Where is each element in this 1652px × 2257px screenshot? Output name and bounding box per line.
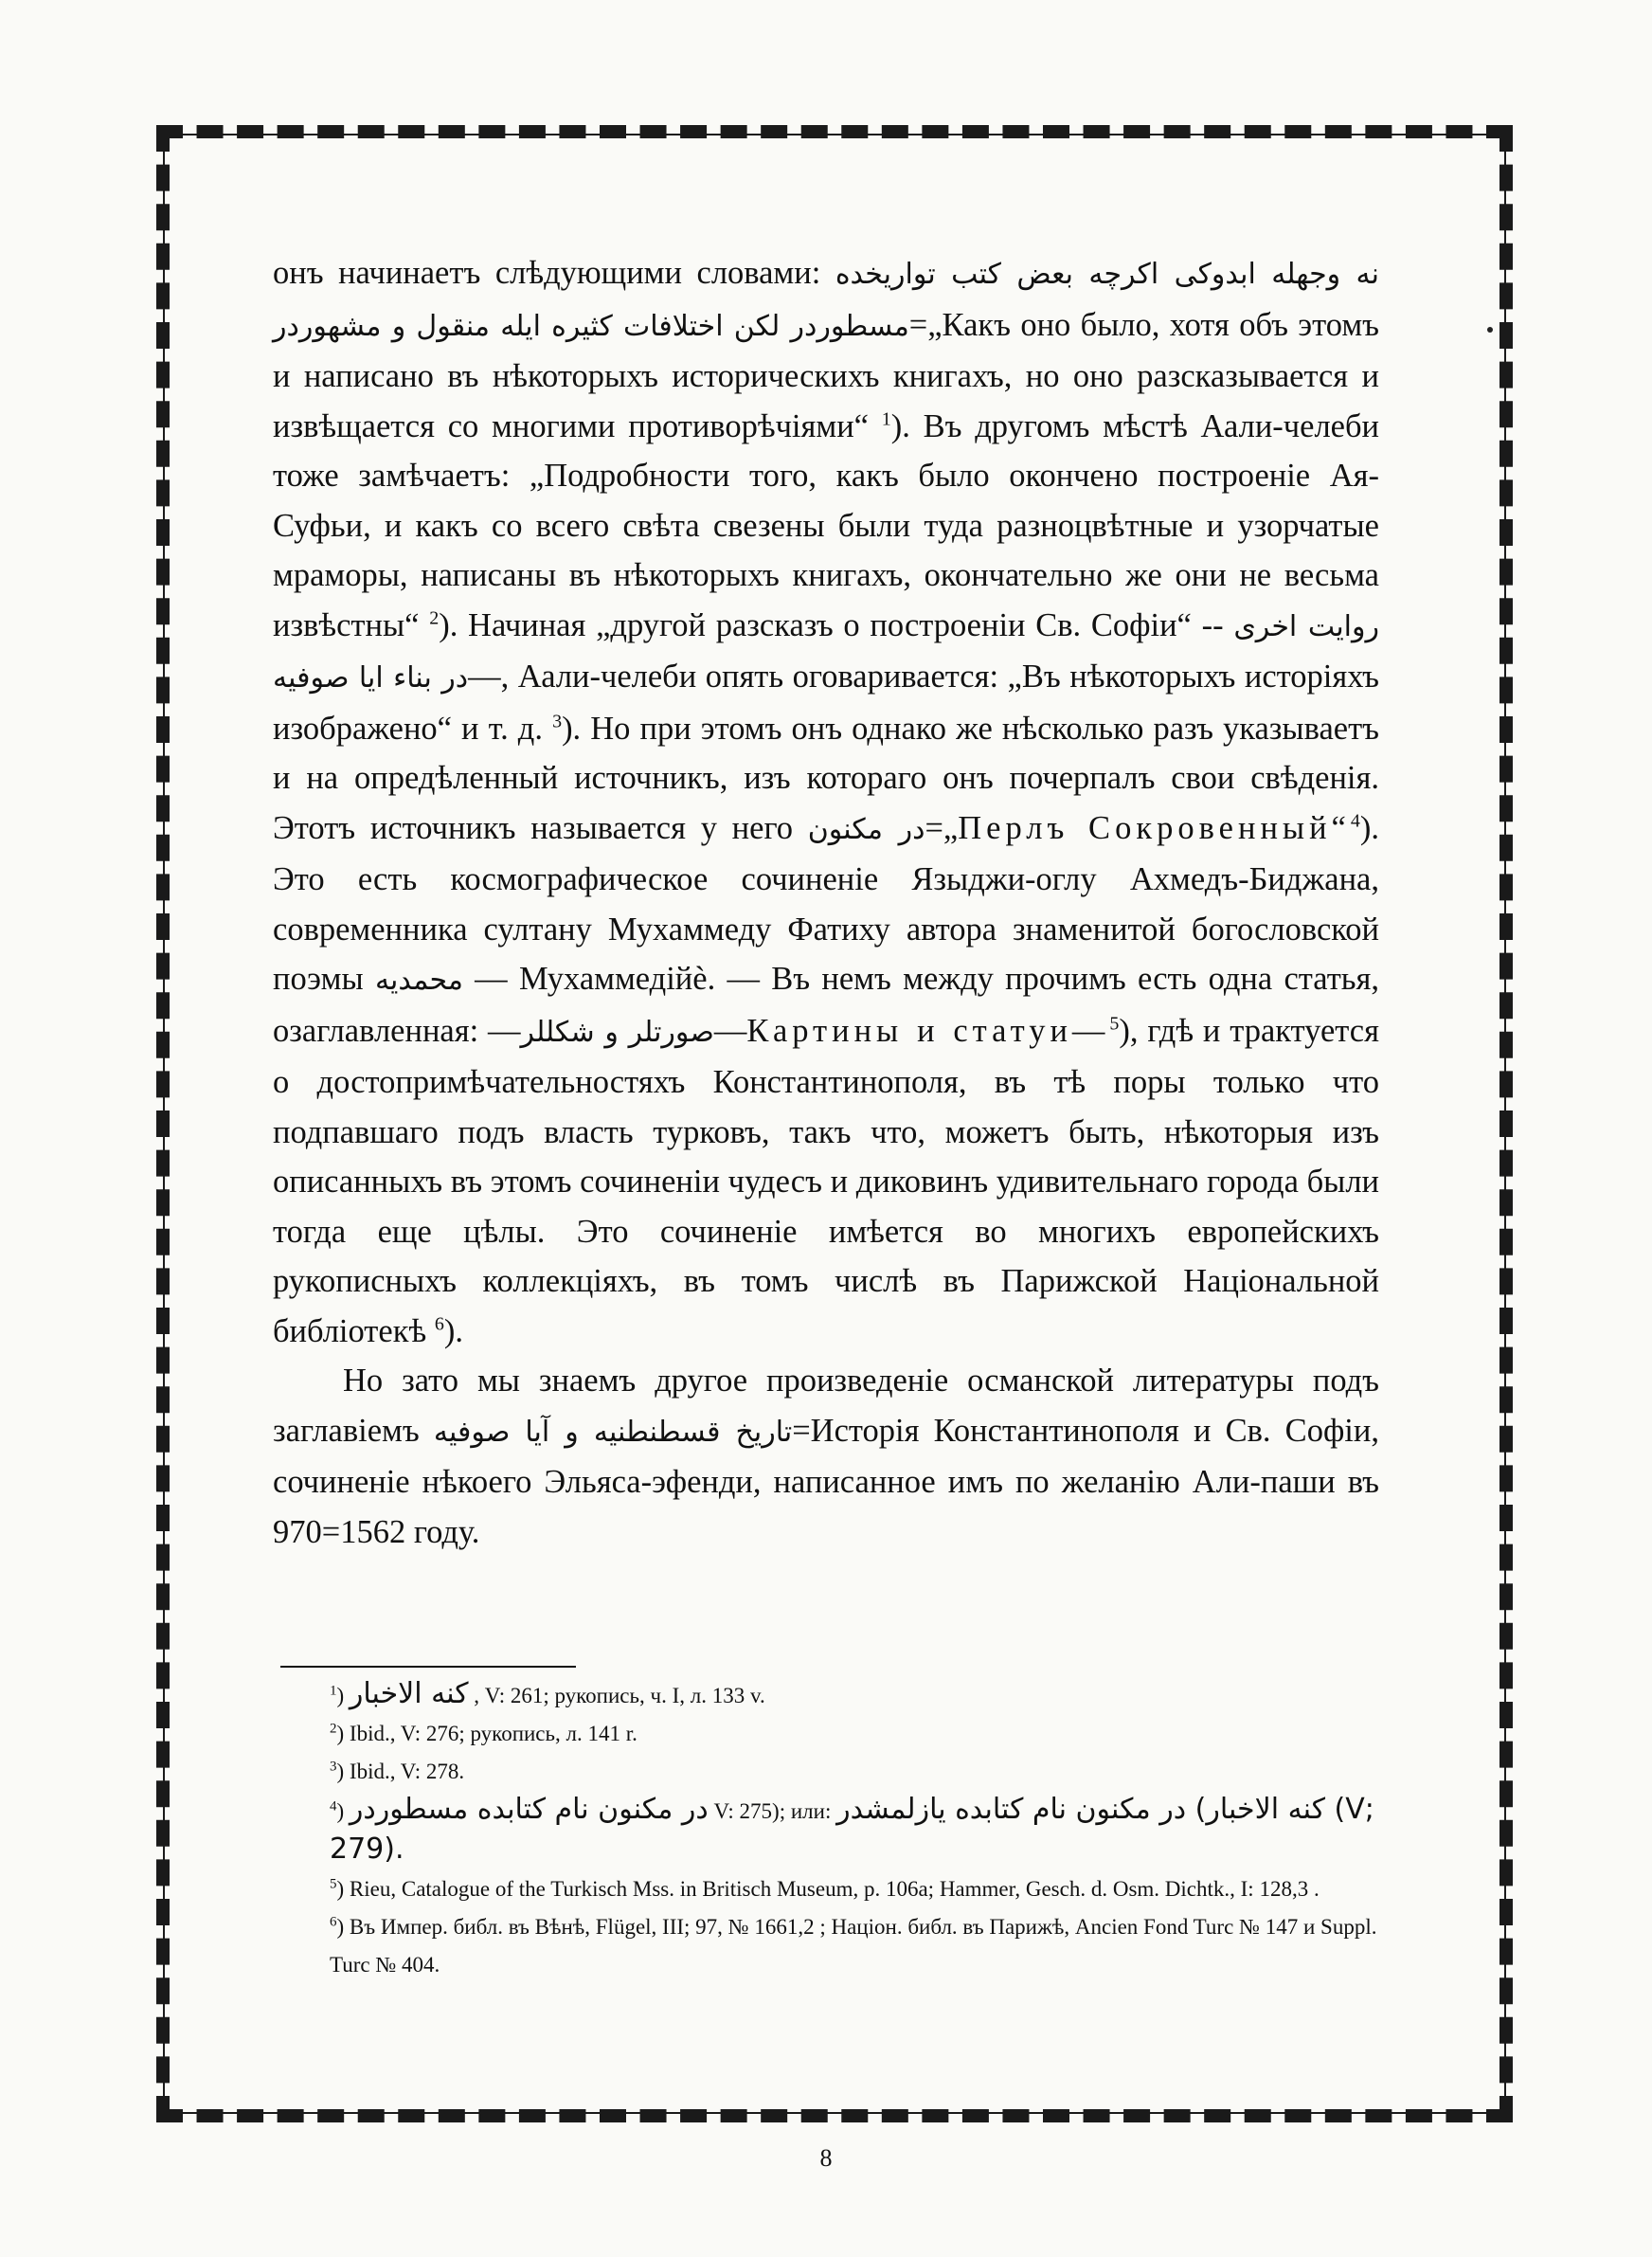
text-run: —, Аали-челеби опять оговаривается: „Въ нѣкоторыхъ исторіяхъ изображено“ и т. д. [273, 659, 1379, 747]
footnote-4: $^4$) در مکنون نام کتابده مسطوردر V: 275); или: کنه الاخبار) در مکنون نام کتابده یازلمشدر (V; 279). [330, 1793, 1374, 1866]
text-run: —Картины и статуи— [713, 1012, 1110, 1049]
text-run: — Мухаммедійѐ. — Въ немъ между прочимъ есть одна статья, озаглавленная: — [273, 961, 1379, 1049]
footnote-3: $^3$) Ibid., V: 278. [330, 1759, 465, 1783]
footnote-ref: 6 [434, 1313, 444, 1334]
ottoman-quote: روایت اخری در بناء ایا صوفیه [273, 609, 1379, 695]
footnote-rule [280, 1666, 576, 1668]
footnote-6: $^6$) Въ Импер. библ. въ Вѣнѣ, Flügel, III; 97, № 1661,2 ; Націон. библ. въ Парижѣ, Ancien Fond Turc № 147 и Suppl. Turc № 404. [330, 1914, 1377, 1977]
text-run: ). Въ другомъ мѣстѣ Аали-челеби тоже замѣчаетъ: „Подробности того, какъ было окончено построеніе Ая-Суфьи, и какъ со всего свѣта свезены были туда разноцвѣтные и узорчатые мраморы, написаны въ нѣкоторыхъ книгахъ, окончательно же они не весьма извѣстны“ [273, 407, 1380, 643]
page-number: 8 [819, 2144, 833, 2172]
text-run: =Исторія Константинополя и Св. Софіи, сочиненіе нѣкоего Эльяса-эфенди, написанное имъ по желанію Али-паши въ 970=1562 году. [273, 1412, 1379, 1550]
footnotes [273, 1675, 1379, 1984]
text-run: ). [443, 1312, 463, 1349]
text-run: ). Это есть космографическое сочиненіе Языджи-оглу Ахмедъ-Биджана, современника султану Мухаммеду Фатиху автора знаменитой богословской поэмы [273, 809, 1379, 997]
text-run: ). Но при этомъ онъ однако же нѣсколько разъ указываетъ и на опредѣленный источникъ, изъ котораго онъ почерпалъ свои свѣденія. Этотъ источникъ называется у него [273, 710, 1379, 846]
footnote-2: $^2$) Ibid., V: 276; рукопись, л. 141 r. [330, 1721, 637, 1745]
footnote-5: $^5$) Rieu, Catalogue of the Turkisch Mss. in Britisch Museum, p. 106a; Hammer, Gesch. d. Osm. Dichtk., I: 128,3 . [330, 1876, 1320, 1901]
ottoman-quote: صورتلر و شکللر [520, 1015, 714, 1049]
text-run: ). Начиная „другой разсказъ о построеніи Св. Софіи“ -- [439, 606, 1234, 643]
ottoman-title: تاریخ قسطنطنیه و آیا صوفیه [433, 1415, 793, 1449]
ottoman-quote: محمدیه [374, 964, 463, 997]
ottoman-quote: در مکنون [807, 812, 925, 846]
footnote-ref: 1 [881, 408, 891, 429]
main-text [273, 248, 1379, 1557]
text-run: Но зато мы знаемъ другое произведеніе османской литературы подъ заглавіемъ [273, 1363, 1379, 1449]
footnote-ref: 4 [1350, 810, 1360, 831]
paragraph-1 [273, 248, 1379, 1356]
text-run: =„Какъ оно было, хотя объ этомъ и написано въ нѣкоторыхъ историческихъ книгахъ, но оно разсказывается и извѣщается со многими противорѣчіями“ [273, 306, 1379, 444]
paragraph-2 [273, 1356, 1379, 1557]
footnote-ref: 5 [1109, 1013, 1120, 1034]
ottoman-quote: نه وجهله ابدوکی اکرچه بعض کتب تواریخده مسطوردر لکن اختلافات کثیره ایله منقول و مشهوردر [273, 258, 1379, 343]
footnote-ref: 2 [429, 607, 440, 628]
text-run: онъ начинаетъ слѣдующими словами: [273, 255, 835, 291]
text-run: ), гдѣ и трактуется о достопримѣчательностяхъ Константинополя, въ тѣ поры только что подпавшаго подъ власть турковъ, такъ что, можетъ быть, нѣкоторыя изъ описанныхъ въ этомъ сочиненіи чудесъ и диковинъ удивительнаго города были тогда еще цѣлы. Это сочиненіе имѣется во многихъ европейскихъ рукописныхъ коллекціяхъ, въ томъ числѣ въ Парижской Національной библіотекѣ [273, 1012, 1379, 1349]
text-run: =„Перлъ Сокровенный“ [925, 809, 1351, 846]
footnote-1: $^1$) کنه الاخبار , V: 261; рукопись, ч. I, л. 133 v. [330, 1677, 765, 1710]
footnote-ref: 3 [552, 711, 563, 731]
margin-mark [1487, 327, 1493, 333]
